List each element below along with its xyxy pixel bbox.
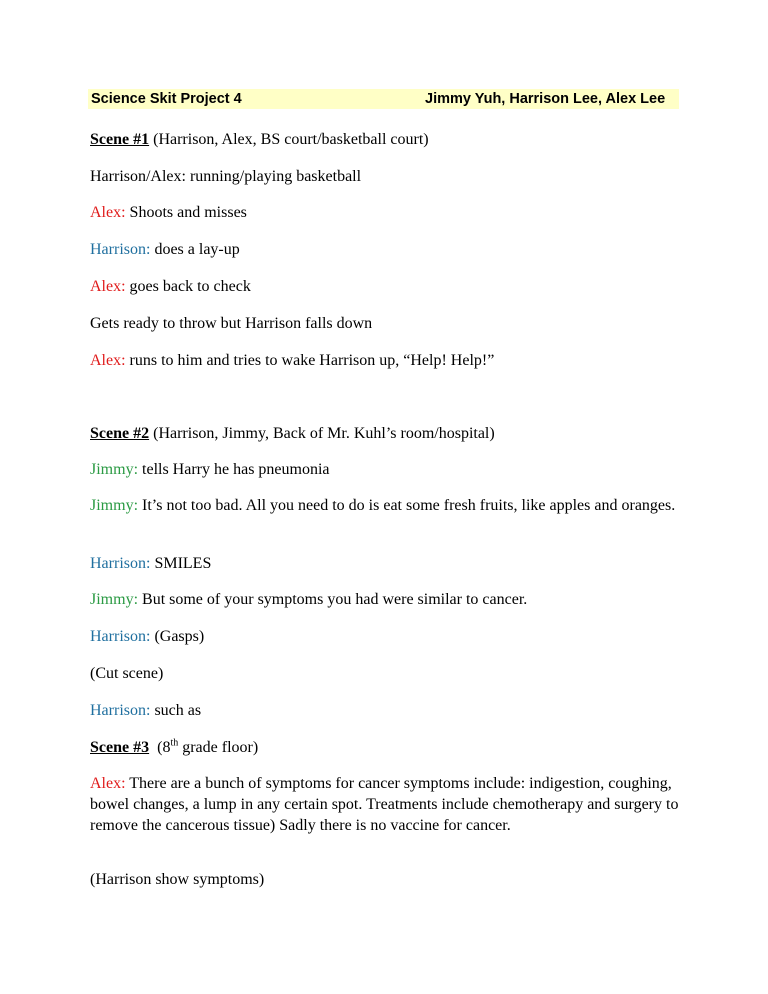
- scene1-heading: Scene #1: [90, 131, 150, 148]
- speaker-alex: Alex:: [90, 278, 126, 295]
- scene2-line-5: [90, 626, 690, 647]
- scene2-heading: Scene #2: [90, 425, 150, 442]
- scene2-heading-line: [90, 423, 690, 444]
- scene2-line-3: [90, 553, 690, 574]
- speaker-harrison: Harrison:: [90, 702, 151, 719]
- speaker-harrison: Harrison:: [90, 241, 151, 258]
- scene2-line-4: [90, 589, 690, 610]
- scene3-setting-sup: th: [170, 737, 179, 749]
- scene1-heading-line: [90, 129, 690, 150]
- scene3-setting-pre: (8: [149, 739, 171, 756]
- line-text: goes back to check: [125, 278, 251, 295]
- speaker-jimmy: Jimmy:: [90, 461, 139, 478]
- scene1-line-3: [90, 239, 690, 260]
- scene1-line-4: [90, 276, 690, 297]
- author-names: Jimmy Yuh, Harrison Lee, Alex Lee: [425, 91, 666, 107]
- speaker-jimmy: Jimmy:: [90, 591, 139, 608]
- line-text: runs to him and tries to wake Harrison up, “Help! Help!”: [125, 352, 495, 369]
- scene2-line-2: [90, 495, 680, 516]
- scene2-setting: (Harrison, Jimmy, Back of Mr. Kuhl’s room/hospital): [149, 425, 495, 442]
- line-text: (Gasps): [150, 628, 205, 645]
- header-bar: [88, 89, 679, 109]
- scene2-line-7: [90, 700, 690, 721]
- scene1-line-5: Gets ready to throw but Harrison falls down: [90, 315, 373, 332]
- speaker-alex: Alex:: [90, 352, 126, 369]
- scene3-line-2: (Harrison show symptoms): [90, 871, 265, 888]
- scene2-line-1: [90, 459, 690, 480]
- scene3-line-1: [90, 773, 680, 836]
- line-text: such as: [150, 702, 202, 719]
- line-text: But some of your symptoms you had were similar to cancer.: [138, 591, 528, 608]
- scene1-setting: (Harrison, Alex, BS court/basketball court): [149, 131, 429, 148]
- speaker-alex: Alex:: [90, 204, 126, 221]
- scene2-line-6: (Cut scene): [90, 665, 164, 682]
- scene3-heading: Scene #3: [90, 739, 150, 756]
- scene1-line-6: [90, 350, 690, 371]
- speaker-harrison: Harrison:: [90, 555, 151, 572]
- line-text: There are a bunch of symptoms for cancer symptoms include: indigestion, coughing, bowel changes, a lump in any certain spot. Treatments include chemotherapy and surgery to remove the cancerous tissue) Sadly there is no vaccine for cancer.: [90, 775, 679, 834]
- speaker-alex: Alex:: [90, 775, 126, 792]
- speaker-jimmy: Jimmy:: [90, 497, 139, 514]
- scene3-heading-line: [90, 737, 690, 758]
- speaker-harrison: Harrison:: [90, 628, 151, 645]
- line-text: Shoots and misses: [125, 204, 247, 221]
- line-text: does a lay-up: [150, 241, 240, 258]
- line-text: SMILES: [150, 555, 212, 572]
- line-text: tells Harry he has pneumonia: [138, 461, 330, 478]
- scene1-line-1: Harrison/Alex: running/playing basketball: [90, 168, 362, 185]
- project-title: Science Skit Project 4: [91, 91, 242, 107]
- scene3-setting-post: grade floor): [178, 739, 259, 756]
- scene1-line-2: [90, 202, 690, 223]
- line-text: It’s not too bad. All you need to do is eat some fresh fruits, like apples and oranges.: [138, 497, 676, 514]
